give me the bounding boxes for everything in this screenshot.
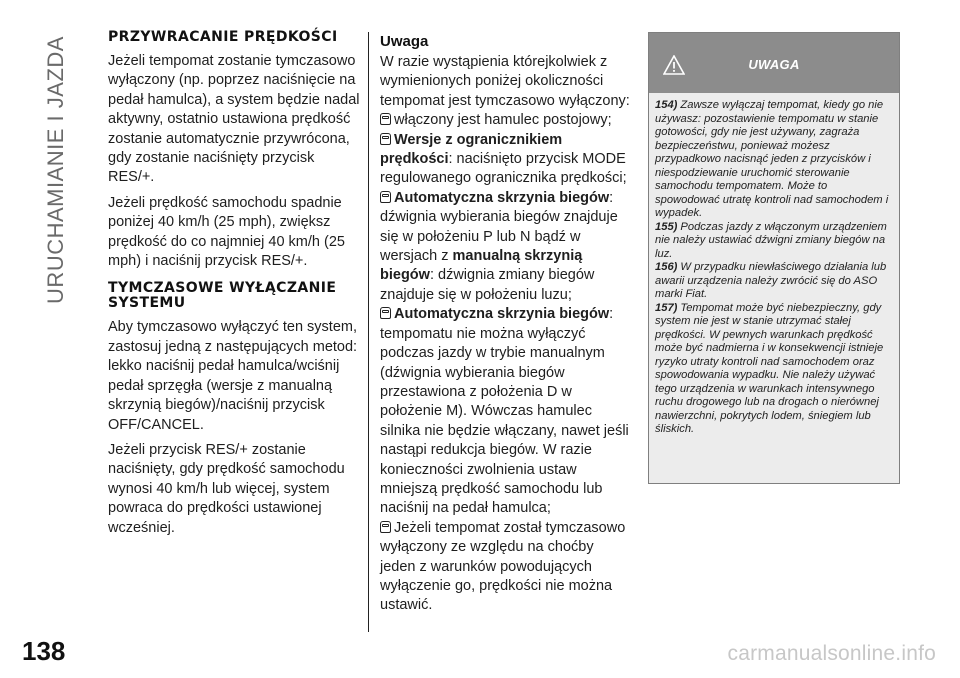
warning-note-157: [655, 302, 893, 437]
paragraph-restore-2: Jeżeli prędkość samochodu spadnie poniżej 40 km/h (25 mph), zwiększ prędkość do co najmniej 40 km/h (25 mph) i naciśnij przycisk RES/+.: [108, 194, 345, 270]
note-item-parking-brake: [380, 111, 632, 130]
note-item-speed-limiter: [380, 131, 632, 189]
column-middle: [380, 32, 632, 622]
warning-body: [649, 93, 899, 437]
side-section-title: [26, 20, 86, 320]
warning-box: [648, 32, 900, 484]
warning-note-number: 156): [655, 261, 678, 273]
warning-note-text: W przypadku niewłaściwego działania lub awarii urządzenia należy zwrócić się do ASO marki Fiat.: [655, 261, 887, 300]
warning-header: [649, 33, 899, 93]
watermark: carmanualsonline.info: [727, 642, 936, 665]
note-item-5-text: Jeżeli tempomat został tymczasowo wyłączony ze względu na choćby jeden z warunków powodujących wyłączenie go, prędkości nie można ustawić.: [380, 519, 626, 614]
warning-note-text: Podczas jazdy z włączonym urządzeniem nie należy ustawiać dźwigni zmiany biegów na luz.: [655, 220, 887, 260]
note-item-3-bold-2: manualną skrzynią biegów: [380, 248, 583, 284]
car-bullet-icon: [380, 113, 391, 125]
note-item-2-text: : naciśnięto przycisk MODE regulowanego ogranicznika prędkości;: [380, 151, 627, 187]
note-item-1-text: włączony jest hamulec postojowy;: [394, 112, 612, 129]
page-number: 138: [22, 636, 66, 666]
warning-note-155: [655, 221, 893, 262]
note-item-3-text-2: : dźwignia zmiany biegów znajduje się w położeniu luzu;: [380, 267, 595, 303]
note-title: Uwaga: [380, 33, 429, 50]
warning-note-number: 157): [655, 301, 678, 314]
car-bullet-icon: [380, 191, 391, 203]
column-left: [108, 30, 360, 544]
car-bullet-icon: [380, 307, 391, 319]
note-item-2-bold: Wersje z ogranicznikiem prędkości: [380, 131, 563, 168]
paragraph-restore-1: Jeżeli tempomat zostanie tymczasowo wyłączony (np. poprzez naciśnięcie na pedał hamulca), a system będzie nadal aktywny, ostatnio ustawiona prędkość zostanie automatycznie przywrócona, gdy zostanie naciśnięty przycisk RES/+.: [108, 53, 360, 186]
heading-restore-speed: PRZYWRACANIE PRĘDKOŚCI: [108, 29, 338, 45]
car-bullet-icon: [380, 521, 391, 533]
warning-note-number: 154): [655, 99, 678, 111]
note-item-3-bold: Automatyczna skrzynia biegów: [394, 189, 610, 206]
column-divider: [368, 32, 369, 632]
warning-note-number: 155): [655, 220, 678, 233]
warning-note-text: Tempomat może być niebezpieczny, gdy system nie jest w stanie utrzymać stałej prędkości. W pewnych warunkach prędkość może być nadmierna i w konsekwencji istnieje ryzyko utraty kontroli nad samochodem oraz spowodowania wypadku. Nie należy używać tego urządzenia w warunkach intensywnego ruchu drogowego lub na drogach o nierównej nawierzchni, pokrytych lodem, śniegiem lub śliskich.: [655, 301, 884, 435]
side-section-title-text: URUCHAMIANIE I JAZDA: [43, 36, 69, 304]
note-item-automatic-gearbox: [380, 189, 632, 305]
note-item-3-text: : dźwignia wybierania biegów znajduje się w położeniu P lub N bądź w wersjach z: [380, 189, 618, 265]
note-item-4-text: : tempomatu nie można wyłączyć podczas jazdy w trybie manualnym (dźwignia wybierania biegów przestawiona z położenia D w położenie M). Wówczas hamulec silnika nie będzie włączany, nawet jeśli nastąpi redukcja biegów. W razie konieczności zwolnienia ustaw mniejszą prędkość samochodu lub naciśnij na pedał hamulca;: [380, 306, 629, 517]
warning-note-text: Zawsze wyłączaj tempomat, kiedy go nie używasz: pozostawienie tempomatu w stanie gotowości, gdy nie jest używany, zagraża bezpieczeństwu, ponieważ możesz przypadkowo nacisnąć jeden z przycisków i niespodziewanie uruchomić sterowanie samochodu tempomatem. Może to spowodować utratę kontroli nad samochodem i wypadek.: [655, 99, 889, 219]
note-item-cannot-set: [380, 519, 632, 616]
heading-temporary-disable: TYMCZASOWE WYŁĄCZANIE SYSTEMU: [108, 280, 337, 312]
car-bullet-icon: [380, 133, 391, 145]
paragraph-disable-2: Jeżeli przycisk RES/+ zostanie naciśnięty, gdy prędkość samochodu wynosi 40 km/h lub więcej, system powraca do prędkości ustawionej wcześniej.: [108, 441, 345, 536]
note-intro: W razie wystąpienia którejkolwiek z wymienionych poniżej okoliczności tempomat jest tymczasowo wyłączony:: [380, 54, 630, 109]
paragraph-disable-1: Aby tymczasowo wyłączyć ten system, zastosuj jedną z następujących metod: lekko naciśnij pedał hamulca/wciśnij pedał sprzęgła (wersje z manualną skrzynią biegów)/naciśnij przycisk OFF/CANCEL.: [108, 319, 358, 433]
note-item-4-bold: Automatyczna skrzynia biegów: [394, 306, 610, 323]
warning-note-154: [655, 99, 893, 221]
warning-note-156: [655, 261, 893, 302]
note-item-manual-mode: [380, 305, 632, 518]
warning-title: UWAGA: [748, 57, 800, 72]
